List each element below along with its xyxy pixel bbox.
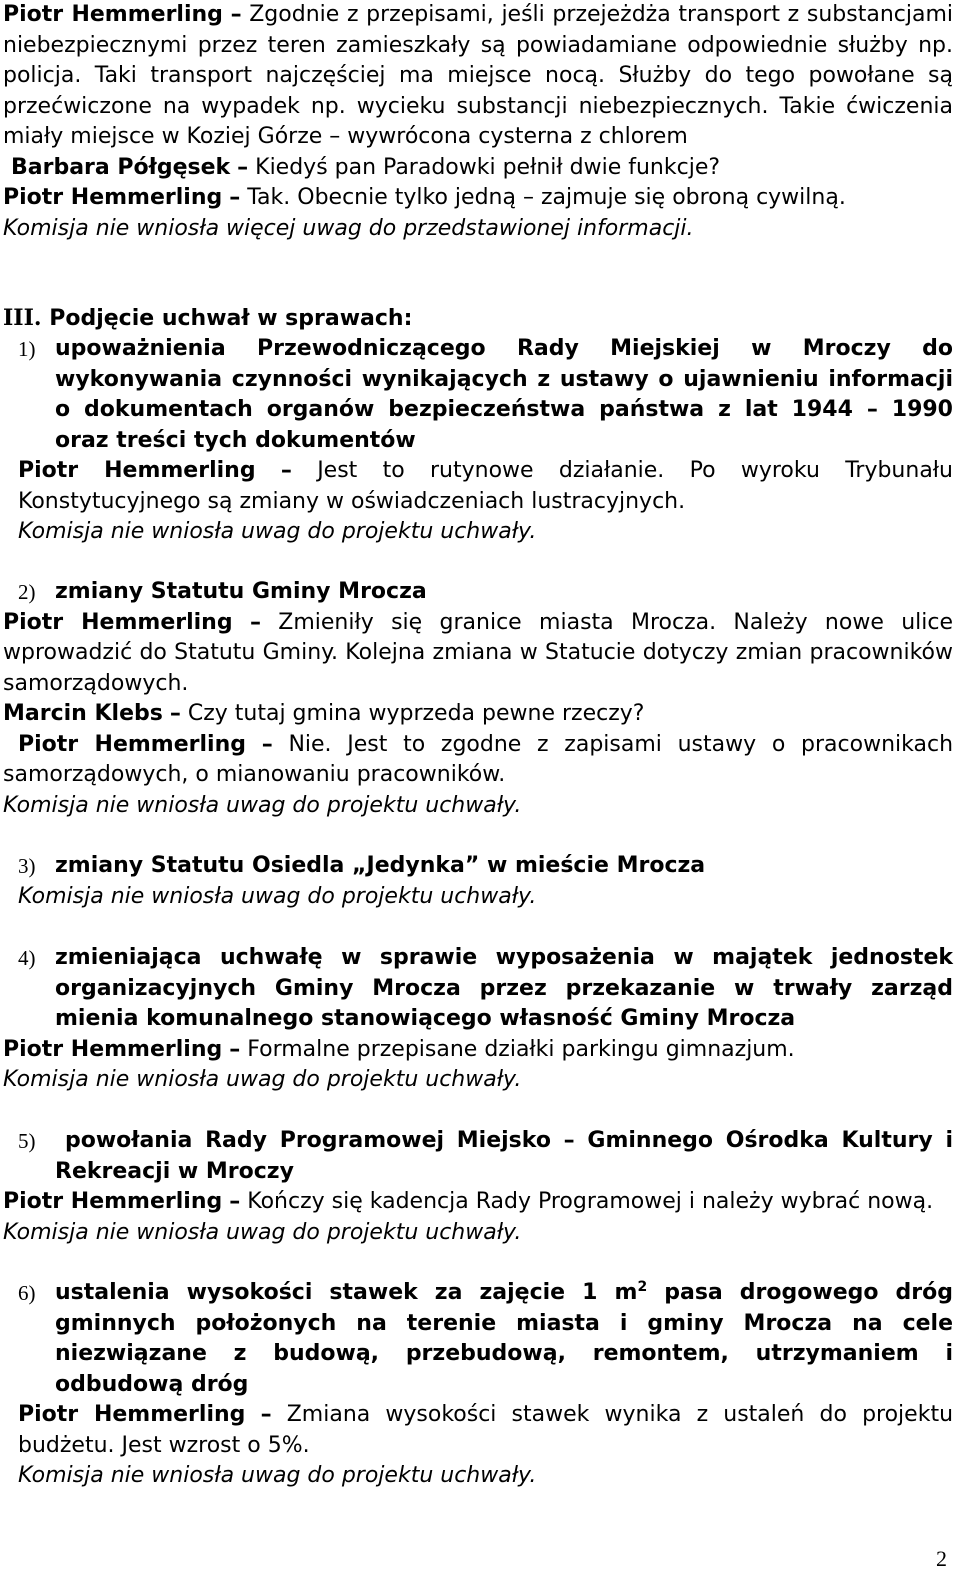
section-heading <box>3 303 953 335</box>
dash: – <box>229 1189 241 1214</box>
speaker-name: Piotr Hemmerling <box>18 731 246 757</box>
resolution-item-5 <box>3 1126 953 1248</box>
paragraph-answer <box>3 183 953 214</box>
item-number: 1) <box>18 337 36 361</box>
speaker-name: Piotr Hemmerling <box>3 1036 223 1062</box>
dash: – <box>229 1036 241 1062</box>
section-title: Podjęcie uchwał w sprawach: <box>49 306 413 331</box>
item-number: 5) <box>18 1129 36 1153</box>
resolution-item-4 <box>3 943 953 1096</box>
answer-text: Nie. Jest to zgodne z zapisami ustawy o pracownikach samorządowych, o mianowaniu pracowników. <box>3 731 954 787</box>
dash: – <box>260 1402 272 1427</box>
commission-note: Komisja nie wniosła uwag do projektu uchwały. <box>18 883 537 909</box>
item-heading <box>3 1126 953 1187</box>
commission-note: Komisja nie wniosła uwag do projektu uchwały. <box>18 1463 537 1488</box>
speaker-name: Piotr Hemmerling <box>3 185 223 210</box>
item-number: 3) <box>18 854 36 878</box>
commission-note: Komisja nie wniosła uwag do projektu uchwały. <box>3 1067 522 1092</box>
item-title <box>55 1278 953 1400</box>
dash: – <box>237 154 249 180</box>
statement-text: Zmiana wysokości stawek wynika z ustaleń do projektu budżetu. Jest wzrost o 5%. <box>18 1402 954 1458</box>
item-heading <box>3 334 953 456</box>
speaker-name: Piotr Hemmerling <box>3 1189 223 1214</box>
commission-note: Komisja nie wniosła więcej uwag do przedstawionej informacji. <box>3 215 694 241</box>
speaker-paragraph <box>3 1187 953 1218</box>
dash: – <box>230 2 242 27</box>
resolution-item-3 <box>3 851 953 912</box>
speaker-name: Piotr Hemmerling <box>3 609 233 635</box>
item-number: 6) <box>18 1281 36 1305</box>
statement-text: Formalne przepisane działki parkingu gimnazjum. <box>247 1036 795 1062</box>
dash: – <box>261 731 273 757</box>
question-text: Czy tutaj gmina wyprzeda pewne rzeczy? <box>187 701 645 726</box>
discussion-block <box>3 0 953 244</box>
item-heading <box>3 851 953 882</box>
paragraph-question <box>3 153 953 184</box>
dash: – <box>280 458 292 483</box>
dash: – <box>249 609 261 635</box>
item-number: 4) <box>18 946 36 970</box>
answer-text: Tak. Obecnie tylko jedną – zajmuje się obroną cywilną. <box>247 185 846 210</box>
speaker-name: Barbara Półgęsek <box>11 154 231 180</box>
section-roman: III. <box>3 305 42 331</box>
item-title-part: pasa drogowego dróg gminnych położonych na terenie miasta i gminy Mrocza na cele niezwiązane z budową, przebudową, remontem, utrzymaniem i odbudową dróg <box>55 1280 953 1397</box>
speaker-paragraph <box>3 730 953 791</box>
speaker-name: Piotr Hemmerling <box>3 2 223 27</box>
speaker-paragraph <box>3 1035 953 1066</box>
statement-text: Jest to rutynowe działanie. Po wyroku Trybunału Konstytucyjnego są zmiany w oświadczeniach lustracyjnych. <box>18 458 953 514</box>
item-title: zmiany Statutu Osiedla „Jedynka” w mieście Mrocza <box>55 853 706 878</box>
commission-note: Komisja nie wniosła uwag do projektu uchwały. <box>3 1219 522 1245</box>
item-heading <box>3 1278 953 1400</box>
question-text: Kiedyś pan Paradowki pełnił dwie funkcje? <box>255 154 721 180</box>
speaker-name: Marcin Klebs <box>3 701 163 726</box>
speaker-paragraph <box>3 608 953 700</box>
superscript: 2 <box>637 1279 648 1295</box>
statement-text: Zgodnie z przepisami, jeśli przejeżdża transport z substancjami niebezpiecznymi przez teren zamieszkały są powiadamiane odpowiednie służby np. policja. Taki transport najczęściej ma miejsce nocą. Służby do tego powołane są przećwiczone na wypadek np. wycieku substancji niebezpiecznych. Takie ćwiczenia miały miejsce w Koziej Górze – wywrócona cysterna z chlorem <box>3 2 953 149</box>
speaker-name: Piotr Hemmerling <box>18 458 256 483</box>
paragraph-statement <box>3 0 953 153</box>
item-title: zmieniająca uchwałę w sprawie wyposażenia w majątek jednostek organizacyjnych Gminy Mrocza przez przekazanie w trwały zarząd mienia komunalnego stanowiącego własność Gminy Mrocza <box>55 945 953 1031</box>
commission-note: Komisja nie wniosła uwag do projektu uchwały. <box>18 519 537 544</box>
item-number: 2) <box>18 580 36 604</box>
section-title-line <box>3 303 953 335</box>
speaker-paragraph <box>3 1400 953 1461</box>
item-heading <box>3 943 953 1035</box>
item-title: zmiany Statutu Gminy Mrocza <box>55 579 427 604</box>
commission-note: Komisja nie wniosła uwag do projektu uchwały. <box>3 792 522 818</box>
item-title: powołania Rady Programowej Miejsko – Gminnego Ośrodka Kultury i Rekreacji w Mroczy <box>55 1128 953 1184</box>
statement-text: Kończy się kadencja Rady Programowej i należy wybrać nową. <box>247 1189 934 1214</box>
resolution-item-6 <box>3 1278 953 1492</box>
dash: – <box>229 185 241 210</box>
speaker-name: Piotr Hemmerling <box>18 1402 246 1427</box>
dash: – <box>169 701 181 726</box>
speaker-paragraph <box>3 699 953 730</box>
page-number: 2 <box>936 1546 947 1571</box>
resolution-item-2 <box>3 577 953 821</box>
item-title-part: ustalenia wysokości stawek za zajęcie 1 m <box>55 1280 638 1305</box>
resolution-item-1 <box>3 334 953 548</box>
item-title: upoważnienia Przewodniczącego Rady Miejskiej w Mroczy do wykonywania czynności wynikających z ustawy o ujawnieniu informacji o dokumentach organów bezpieczeństwa państwa z lat 1944 – 1990 oraz treści tych dokumentów <box>55 336 953 453</box>
item-heading <box>3 577 953 608</box>
speaker-paragraph <box>3 456 953 517</box>
statement-text: Zmieniły się granice miasta Mrocza. Należy nowe ulice wprowadzić do Statutu Gminy. Kolejna zmiana w Statucie dotyczy zmian pracowników samorządowych. <box>3 609 953 696</box>
